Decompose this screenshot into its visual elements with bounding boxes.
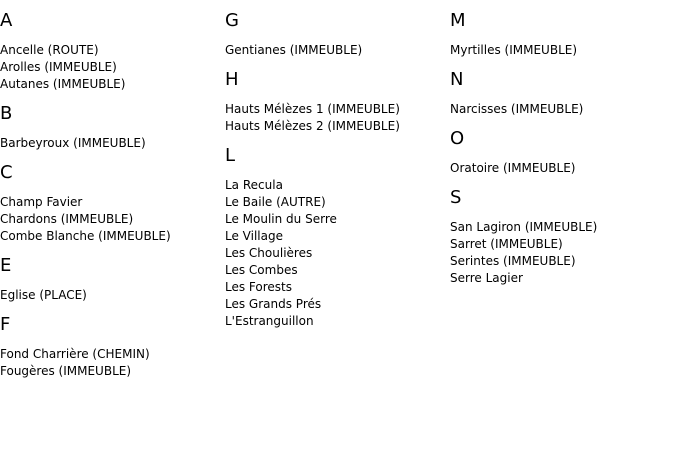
street-entry[interactable]: Serintes (IMMEUBLE) (450, 254, 576, 268)
street-entry[interactable]: San Lagiron (IMMEUBLE) (450, 220, 598, 234)
street-entry[interactable]: Champ Favier (0, 195, 83, 209)
letter-group-o (450, 128, 675, 177)
letter-heading: H (225, 69, 239, 90)
street-entry[interactable]: Barbeyroux (IMMEUBLE) (0, 136, 146, 150)
street-entry[interactable]: Sarret (IMMEUBLE) (450, 237, 563, 251)
street-index-column-3 (450, 0, 675, 287)
street-entry[interactable]: L'Estranguillon (225, 314, 314, 328)
street-list (450, 160, 675, 177)
letter-group-s (450, 187, 675, 287)
letter-group-e (0, 255, 225, 304)
street-entry[interactable]: Serre Lagier (450, 271, 523, 285)
street-entry[interactable]: Myrtilles (IMMEUBLE) (450, 43, 578, 57)
street-entry[interactable]: Le Village (225, 229, 283, 243)
letter-heading: S (450, 187, 462, 208)
street-entry[interactable]: Fougères (IMMEUBLE) (0, 364, 132, 378)
letter-heading: G (225, 10, 239, 31)
letter-heading: N (450, 69, 464, 90)
street-entry[interactable]: Les Choulières (225, 246, 313, 260)
letter-heading: L (225, 145, 236, 166)
street-list (0, 135, 225, 152)
street-entry[interactable]: Fond Charrière (CHEMIN) (0, 347, 150, 361)
street-list (450, 219, 675, 287)
street-entry[interactable]: Combe Blanche (IMMEUBLE) (0, 229, 171, 243)
street-entry[interactable]: Les Grands Prés (225, 297, 322, 311)
street-list (450, 42, 675, 59)
letter-group-c (0, 162, 225, 245)
street-list (0, 346, 225, 380)
street-entry[interactable]: Autanes (IMMEUBLE) (0, 77, 126, 91)
letter-group-b (0, 103, 225, 152)
street-entry[interactable]: Oratoire (IMMEUBLE) (450, 161, 576, 175)
street-entry[interactable]: Arolles (IMMEUBLE) (0, 60, 117, 74)
street-entry[interactable]: Chardons (IMMEUBLE) (0, 212, 134, 226)
street-list (450, 101, 675, 118)
street-list (225, 177, 450, 330)
letter-heading: E (0, 255, 12, 276)
letter-heading: A (0, 10, 13, 31)
letter-group-h (225, 69, 450, 135)
letter-group-l (225, 145, 450, 330)
street-entry[interactable]: Narcisses (IMMEUBLE) (450, 102, 584, 116)
street-list (0, 287, 225, 304)
street-entry[interactable]: Les Forests (225, 280, 293, 294)
letter-heading: M (450, 10, 466, 31)
letter-heading: B (0, 103, 13, 124)
street-entry[interactable]: Hauts Mélèzes 1 (IMMEUBLE) (225, 102, 400, 116)
letter-group-n (450, 69, 675, 118)
letter-heading: O (450, 128, 465, 149)
letter-heading: C (0, 162, 13, 183)
street-list (225, 42, 450, 59)
street-entry[interactable]: Ancelle (ROUTE) (0, 43, 99, 57)
street-entry[interactable]: La Recula (225, 178, 283, 192)
street-list (0, 42, 225, 93)
street-entry[interactable]: Les Combes (225, 263, 298, 277)
letter-group-f (0, 314, 225, 380)
street-index-column-2 (225, 0, 450, 330)
street-entry[interactable]: Le Baile (AUTRE) (225, 195, 326, 209)
street-index-column-1 (0, 0, 225, 380)
street-list (225, 101, 450, 135)
street-entry[interactable]: Hauts Mélèzes 2 (IMMEUBLE) (225, 119, 400, 133)
street-entry[interactable]: Le Moulin du Serre (225, 212, 337, 226)
letter-heading: F (0, 314, 11, 335)
letter-group-g (225, 10, 450, 59)
street-entry[interactable]: Eglise (PLACE) (0, 288, 87, 302)
letter-group-m (450, 10, 675, 59)
letter-group-a (0, 10, 225, 93)
street-list (0, 194, 225, 245)
street-entry[interactable]: Gentianes (IMMEUBLE) (225, 43, 363, 57)
